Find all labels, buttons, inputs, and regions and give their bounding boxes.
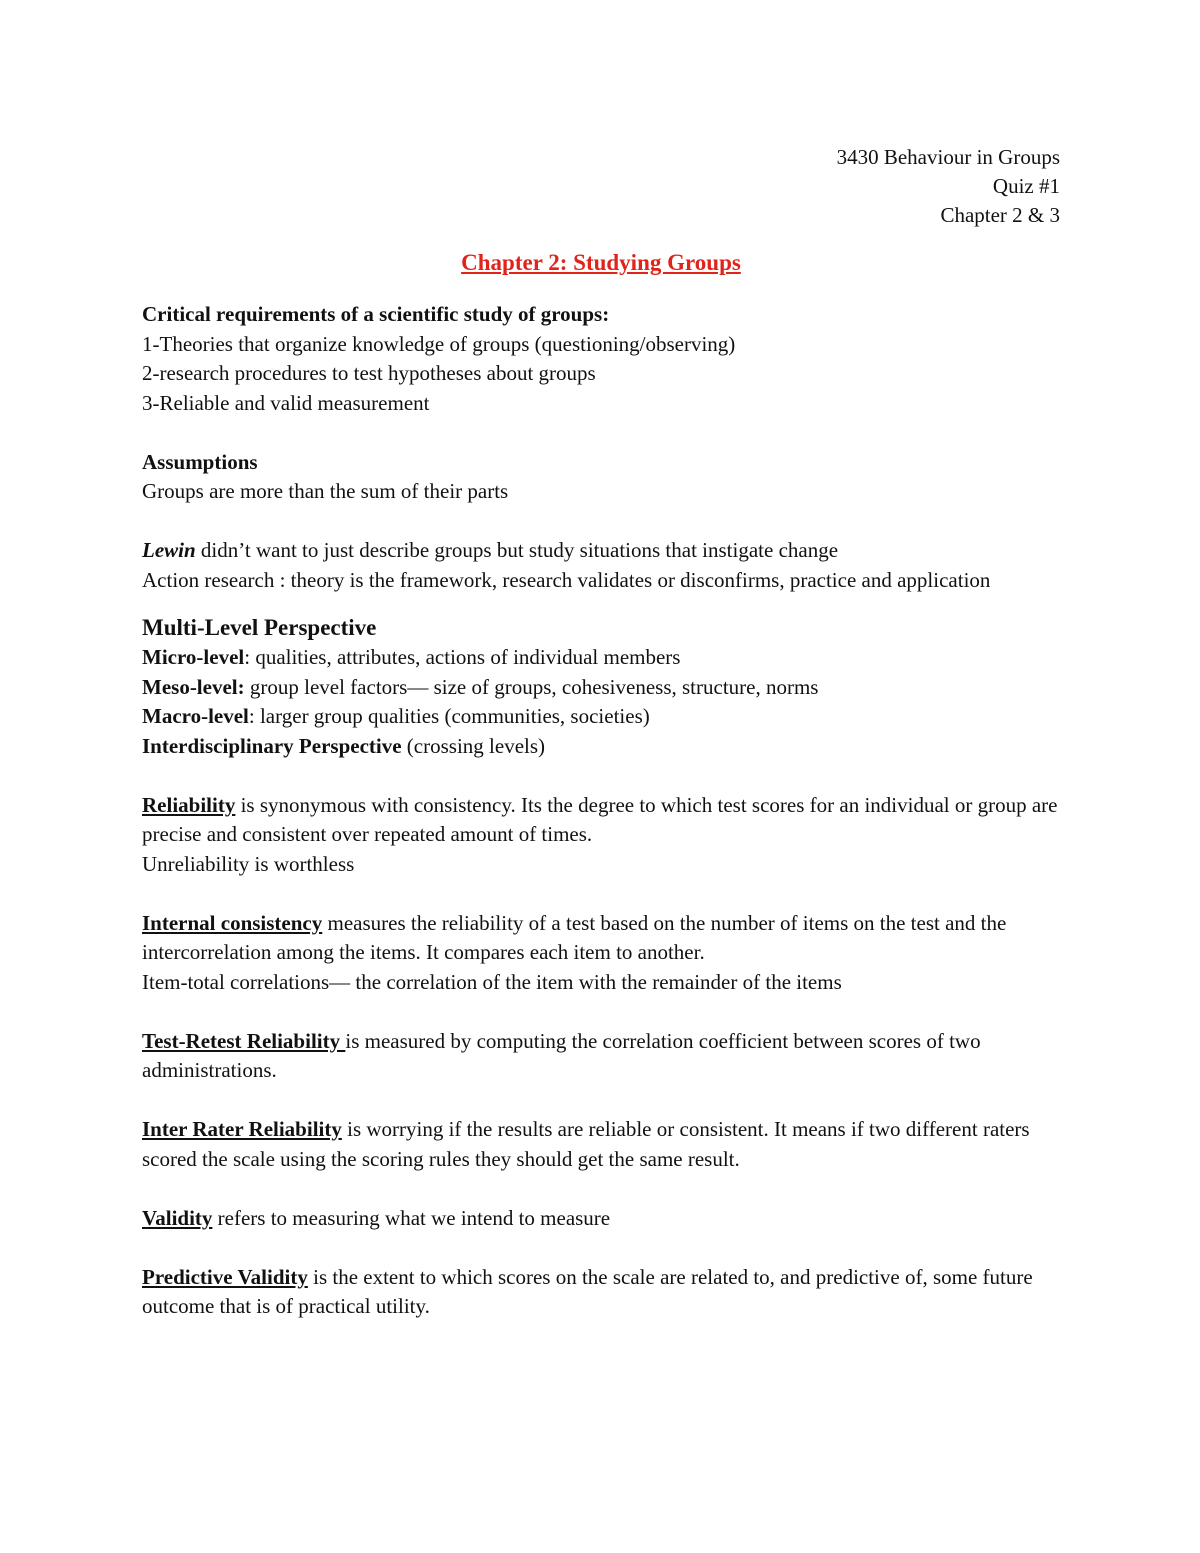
spacer	[142, 278, 1060, 300]
document-header	[142, 143, 1060, 230]
predictive-validity-paragraph	[142, 1263, 1060, 1322]
lewin-line	[142, 536, 1060, 566]
test-retest-paragraph	[142, 1027, 1060, 1086]
lewin-name: Lewin	[142, 538, 196, 562]
validity-term: Validity	[142, 1205, 213, 1230]
predictive-validity-term: Predictive Validity	[142, 1264, 308, 1289]
chapter-title: Chapter 2: Studying Groups	[461, 250, 741, 275]
reliability-term: Reliability	[142, 792, 236, 817]
action-research-text: Action research : theory is the framework, research validates or disconfirms, practice and application	[142, 567, 991, 592]
spacer	[142, 761, 1060, 791]
internal-consistency-text: measures the reliability of a test based on the number of items on the test and the intercorrelation among the items. It compares each item to another.	[142, 910, 1007, 964]
internal-consistency-term: Internal consistency	[142, 910, 323, 935]
multi-level-heading: Multi-Level Perspective	[142, 615, 377, 640]
requirements-section	[142, 300, 1060, 418]
spacer	[142, 879, 1060, 909]
micro-level-line	[142, 643, 1060, 673]
spacer	[142, 507, 1060, 537]
spacer	[142, 595, 1060, 611]
inter-rater-paragraph	[142, 1115, 1060, 1174]
reliability-paragraph	[142, 791, 1060, 850]
document-page	[142, 143, 1060, 1322]
chapters-label: Chapter 2 & 3	[940, 203, 1060, 227]
spacer	[142, 418, 1060, 448]
internal-consistency-paragraph	[142, 909, 1060, 968]
item-total-note: Item-total correlations— the correlation of the item with the remainder of the items	[142, 969, 842, 994]
unreliability-note: Unreliability is worthless	[142, 851, 355, 876]
lewin-text: didn’t want to just describe groups but study situations that instigate change	[195, 538, 839, 562]
micro-level-text: : qualities, attributes, actions of individual members	[244, 645, 681, 669]
macro-level-term: Macro-level	[142, 704, 249, 728]
requirements-heading: Critical requirements of a scientific study of groups:	[142, 302, 610, 326]
spacer	[142, 1174, 1060, 1204]
assumptions-text: Groups are more than the sum of their parts	[142, 479, 509, 503]
course-title: 3430 Behaviour in Groups	[836, 145, 1060, 169]
reliability-text: is synonymous with consistency. Its the degree to which test scores for an individual or group are precise and consistent over repeated amount of times.	[142, 792, 1058, 846]
macro-level-line	[142, 702, 1060, 732]
validity-paragraph	[142, 1204, 1060, 1234]
spacer	[142, 1233, 1060, 1263]
test-retest-text: is measured by computing the correlation coefficient between scores of two administrations.	[142, 1028, 981, 1082]
interdisciplinary-term: Interdisciplinary Perspective	[142, 733, 402, 758]
internal-consistency-section	[142, 909, 1060, 998]
meso-level-text: group level factors— size of groups, cohesiveness, structure, norms	[244, 674, 819, 699]
spacer	[142, 1086, 1060, 1116]
validity-text: refers to measuring what we intend to measure	[212, 1205, 611, 1230]
requirement-item-2: 2-research procedures to test hypotheses about groups	[142, 361, 596, 385]
macro-level-text: : larger group qualities (communities, societies)	[248, 704, 650, 728]
assumptions-section	[142, 448, 1060, 507]
reliability-section	[142, 791, 1060, 880]
assumptions-heading: Assumptions	[142, 449, 258, 474]
micro-level-term: Micro-level	[142, 645, 245, 669]
interdisciplinary-text: (crossing levels)	[401, 733, 546, 758]
inter-rater-text: is worrying if the results are reliable or consistent. It means if two different raters scored the scale using the scoring rules they should get the same result.	[142, 1117, 1030, 1171]
meso-level-term: Meso-level:	[142, 674, 245, 699]
multi-level-section	[142, 613, 1060, 761]
inter-rater-term: Inter Rater Reliability	[142, 1117, 342, 1141]
lewin-section	[142, 536, 1060, 595]
requirement-item-1: 1-Theories that organize knowledge of groups (questioning/observing)	[142, 331, 736, 356]
predictive-validity-text: is the extent to which scores on the scale are related to, and predictive of, some future outcome that is of practical utility.	[142, 1264, 1033, 1318]
meso-level-line	[142, 673, 1060, 703]
spacer	[142, 997, 1060, 1027]
quiz-label: Quiz #1	[992, 174, 1060, 198]
interdisciplinary-line	[142, 732, 1060, 762]
requirement-item-3: 3-Reliable and valid measurement	[142, 390, 430, 415]
test-retest-term: Test-Retest Reliability	[142, 1028, 346, 1053]
